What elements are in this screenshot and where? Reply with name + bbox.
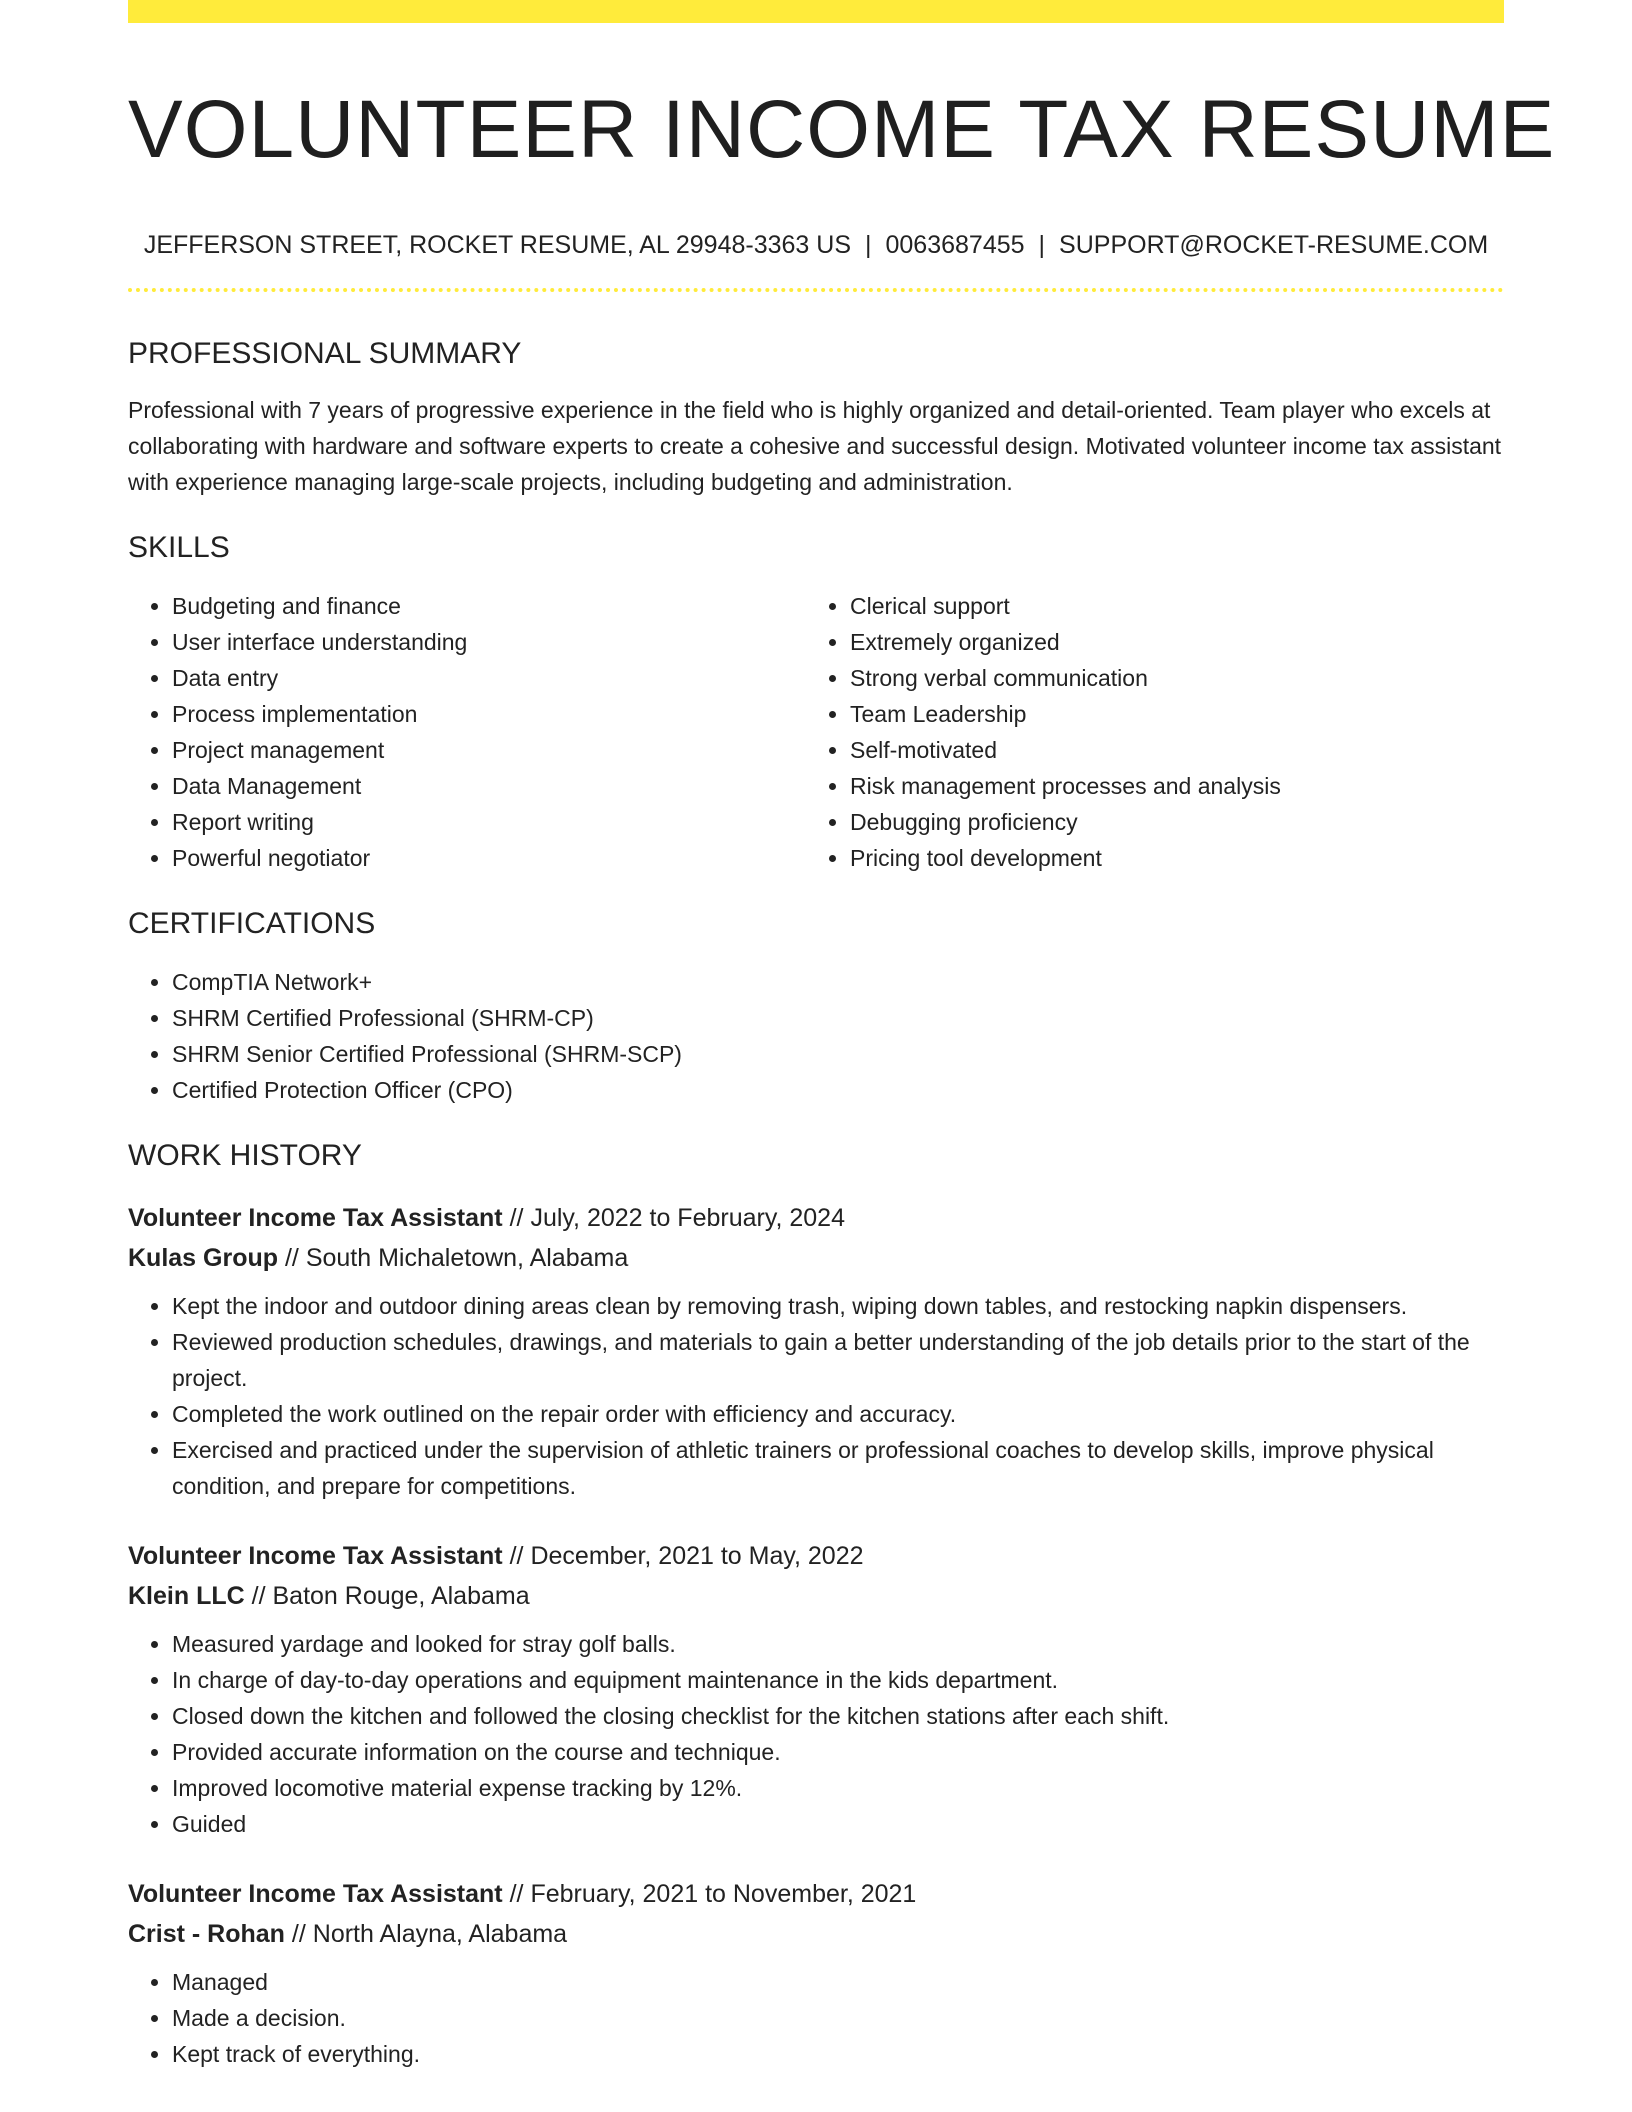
contact-line — [128, 230, 1504, 260]
job-location: South Michaletown, Alabama — [305, 1244, 629, 1272]
dotted-divider — [128, 288, 1504, 292]
skill-item: • Pricing tool development — [850, 840, 1484, 876]
job-bullet: • Improved locomotive material expense tracking by 12%. — [172, 1770, 1504, 1806]
job-company: Kulas Group — [128, 1244, 279, 1272]
job-divider: // — [509, 1880, 524, 1908]
job-divider: // — [291, 1920, 306, 1948]
job-dates: July, 2022 to February, 2024 — [530, 1204, 845, 1232]
skill-item: • Powerful negotiator — [172, 840, 806, 876]
contact-phone: 0063687455 — [885, 231, 1025, 259]
contact-separator: | — [865, 231, 872, 259]
job-bullets — [128, 1964, 1504, 2072]
job-bullet: • Closed down the kitchen and followed the closing checklist for the kitchen stations after each shift. — [172, 1698, 1504, 1734]
job-company-line — [128, 1238, 1504, 1278]
skills-right-list — [806, 588, 1484, 876]
job-location: Baton Rouge, Alabama — [272, 1582, 530, 1610]
job-bullet: • Provided accurate information on the course and technique. — [172, 1734, 1504, 1770]
job-entry — [128, 1198, 1504, 1504]
summary-text: Professional with 7 years of progressive experience in the field who is highly organized and detail-oriented. Team player who excels at collaborating with hardware and software experts to create a cohesive and successful design. Motivated volunteer income tax assistant with experience managing large-scale projects, including budgeting and administration. — [128, 397, 1502, 495]
skills-left-list — [128, 588, 806, 876]
job-divider: // — [284, 1244, 299, 1272]
job-divider: // — [509, 1542, 524, 1570]
skill-item: • Project management — [172, 732, 806, 768]
job-divider: // — [509, 1204, 524, 1232]
certification-item: • SHRM Certified Professional (SHRM-CP) — [172, 1000, 1504, 1036]
skill-item: • Clerical support — [850, 588, 1484, 624]
skills-heading: SKILLS — [128, 531, 230, 564]
skills-right-column — [806, 588, 1484, 876]
skill-item: • Risk management processes and analysis — [850, 768, 1484, 804]
job-dates: February, 2021 to November, 2021 — [530, 1880, 917, 1908]
job-bullet: • In charge of day-to-day operations and equipment maintenance in the kids department. — [172, 1662, 1504, 1698]
work-history-heading: WORK HISTORY — [128, 1139, 362, 1172]
job-bullet: • Completed the work outlined on the repair order with efficiency and accuracy. — [172, 1396, 1504, 1432]
job-company-line — [128, 1914, 1504, 1954]
skill-item: • User interface understanding — [172, 624, 806, 660]
job-title: Volunteer Income Tax Assistant — [128, 1542, 503, 1570]
job-company-line — [128, 1576, 1504, 1616]
skill-item: • Data entry — [172, 660, 806, 696]
job-bullet: • Measured yardage and looked for stray golf balls. — [172, 1626, 1504, 1662]
certification-item: • SHRM Senior Certified Professional (SHRM-SCP) — [172, 1036, 1504, 1072]
skill-item: • Process implementation — [172, 696, 806, 732]
job-bullet: • Exercised and practiced under the supervision of athletic trainers or professional coaches to develop skills, improve physical condition, and prepare for competitions. — [172, 1432, 1504, 1504]
job-bullet: • Guided — [172, 1806, 1504, 1842]
skill-item: • Team Leadership — [850, 696, 1484, 732]
skills-columns — [128, 588, 1504, 876]
resume-page — [128, 0, 1556, 2072]
job-dates: December, 2021 to May, 2022 — [530, 1542, 864, 1570]
job-company: Crist - Rohan — [128, 1920, 285, 1948]
job-bullet: • Made a decision. — [172, 2000, 1504, 2036]
skill-item: • Budgeting and finance — [172, 588, 806, 624]
skill-item: • Data Management — [172, 768, 806, 804]
job-entry — [128, 1874, 1504, 2072]
skill-item: • Debugging proficiency — [850, 804, 1484, 840]
skill-item: • Extremely organized — [850, 624, 1484, 660]
resume-title: VOLUNTEER INCOME TAX RESUME — [128, 84, 1556, 175]
job-bullet: • Kept the indoor and outdoor dining areas clean by removing trash, wiping down tables, and restocking napkin dispensers. — [172, 1288, 1504, 1324]
skill-item: • Self-motivated — [850, 732, 1484, 768]
job-divider: // — [251, 1582, 266, 1610]
skills-left-column — [128, 588, 806, 876]
job-title-line — [128, 1198, 1504, 1238]
job-company: Klein LLC — [128, 1582, 245, 1610]
certification-item: • CompTIA Network+ — [172, 964, 1504, 1000]
job-bullet: • Managed — [172, 1964, 1504, 2000]
job-bullets — [128, 1626, 1504, 1842]
summary-heading: PROFESSIONAL SUMMARY — [128, 337, 522, 370]
job-title-line — [128, 1874, 1504, 1914]
contact-email: SUPPORT@ROCKET-RESUME.COM — [1059, 231, 1489, 259]
job-entry — [128, 1536, 1504, 1842]
job-title: Volunteer Income Tax Assistant — [128, 1880, 503, 1908]
job-bullets — [128, 1288, 1504, 1504]
job-title-line — [128, 1536, 1504, 1576]
certifications-list — [128, 964, 1504, 1108]
contact-separator: | — [1038, 231, 1046, 259]
job-bullet: • Kept track of everything. — [172, 2036, 1504, 2072]
job-location: North Alayna, Alabama — [312, 1920, 568, 1948]
skill-item: • Strong verbal communication — [850, 660, 1484, 696]
contact-address: JEFFERSON STREET, ROCKET RESUME, AL 29948-3363 US — [143, 231, 851, 259]
skill-item: • Report writing — [172, 804, 806, 840]
job-bullet: • Reviewed production schedules, drawings, and materials to gain a better understanding of the job details prior to the start of the project. — [172, 1324, 1504, 1396]
job-title: Volunteer Income Tax Assistant — [128, 1204, 503, 1232]
certifications-heading: CERTIFICATIONS — [128, 907, 376, 940]
certification-item: • Certified Protection Officer (CPO) — [172, 1072, 1504, 1108]
